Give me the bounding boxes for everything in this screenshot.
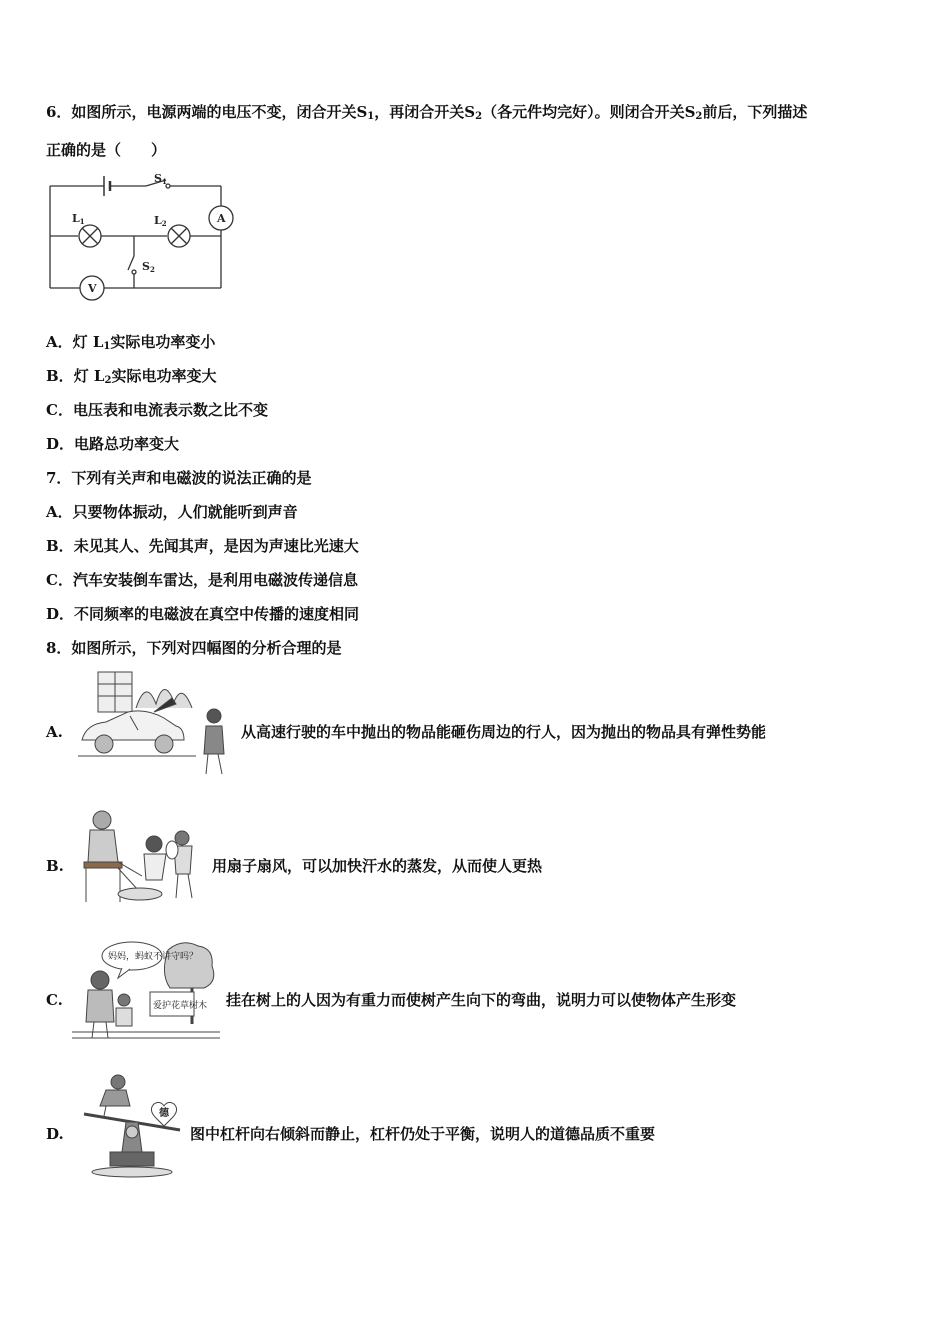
q7-option-b: B．未见其人、先闻其声，是因为声速比光速大 <box>46 537 359 555</box>
q8-option-a-text: 从高速行驶的车中抛出的物品能砸伤周边的行人，因为抛出的物品具有弹性势能 <box>241 723 767 741</box>
q8-option-d-text: 图中杠杆向右倾斜而静止，杠杆仍处于平衡，说明人的道德品质不重要 <box>190 1125 656 1143</box>
fanning-illustration <box>74 806 208 906</box>
sign-text: 爱护花草树木 <box>153 1001 208 1011</box>
ammeter-label: A <box>217 212 226 225</box>
q8-option-a-letter: A. <box>46 723 63 741</box>
label-l1: L1 <box>72 212 85 226</box>
q8-option-c-letter: C. <box>46 991 63 1009</box>
q6-option-a: A．灯 $L_1$实际电功率变小 <box>46 333 216 352</box>
q6-option-b: B．灯 $L_2$实际电功率变大 <box>46 367 217 386</box>
q7-option-d: D．不同频率的电磁波在真空中传播的速度相同 <box>46 605 360 623</box>
q8-option-b-letter: B. <box>46 857 64 875</box>
label-s2: S2 <box>142 260 155 274</box>
q6-stem-line2: 正确的是（ ） <box>46 141 167 159</box>
q6-stem-line1: 6．如图所示，电源两端的电压不变，闭合开关$S_1$，再闭合开关$S_2$（各元件均完好）。则闭合开关$S_2$前后，下列描述 <box>46 103 808 122</box>
q8-option-d-letter: D. <box>46 1125 64 1143</box>
q6-option-c: C．电压表和电流表示数之比不变 <box>46 401 268 419</box>
q8-option-c-text: 挂在树上的人因为有重力而使树产生向下的弯曲，说明力可以使物体产生形变 <box>226 991 737 1009</box>
lever-balance-illustration <box>76 1072 188 1180</box>
voltmeter-label: V <box>88 282 97 295</box>
tree-hanging-illustration <box>72 938 220 1040</box>
q8-option-b-text: 用扇子扇风，可以加快汗水的蒸发，从而使人更热 <box>212 857 543 875</box>
q7-option-c: C．汽车安装倒车雷达，是利用电磁波传递信息 <box>46 571 358 589</box>
q8-stem: 8．如图所示，下列对四幅图的分析合理的是 <box>46 639 342 657</box>
q6-option-d: D．电路总功率变大 <box>46 435 180 453</box>
label-l2: L2 <box>154 214 167 228</box>
car-throwing-illustration <box>76 668 236 780</box>
bubble-text: 妈妈，蚂蚁不讲守吗？ <box>108 952 199 962</box>
q7-option-a: A．只要物体振动，人们就能听到声音 <box>46 503 298 521</box>
label-s1: S1 <box>154 172 167 186</box>
q7-stem: 7．下列有关声和电磁波的说法正确的是 <box>46 469 312 487</box>
circuit-diagram <box>46 172 242 302</box>
heart-text: 德 <box>159 1108 169 1119</box>
